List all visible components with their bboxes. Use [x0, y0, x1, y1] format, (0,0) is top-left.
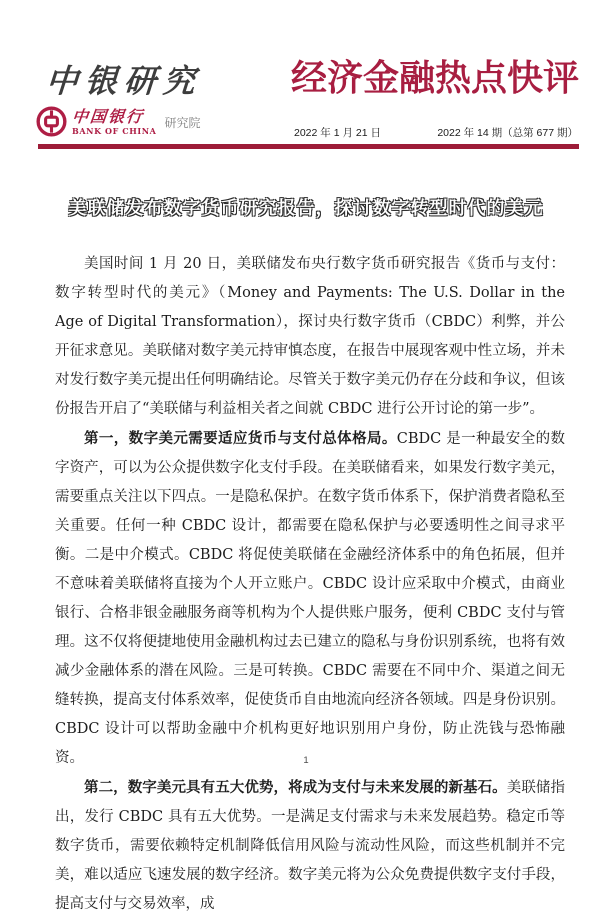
bank-of-china-emblem-icon — [36, 106, 67, 137]
paragraph-second-point-text: 美联储指出，发行 CBDC 具有五大优势。一是满足支付需求与未来发展趋势。稳定币等数字货币，需要依赖特定机制降低信用风险与流动性风险，而这些机制并不完美，难以适应飞速发展的数字经济。数字美元将为公众免费提供数字支付手段，提高支付与交易效率，成 — [55, 780, 565, 912]
header-divider — [38, 144, 579, 149]
bank-name-block — [71, 106, 157, 136]
paragraph-intro — [55, 250, 565, 424]
issue-number: 2022 年 14 期（总第 677 期） — [437, 127, 578, 139]
bank-of-china-logo — [36, 106, 200, 137]
paragraph-intro-text: 美国时间 1 月 20 日，美联储发布央行数字货币研究报告《货币与支付：数字转型时代的美元》（Money and Payments: The U.S. Dollar in the Age of Digital Transformation），探讨央行数字货币（CBDC）利弊，并公开征求意见。美联储对数字美元持审慎态度，在报告中展现客观中性立场，并未对发行数字美元提出任何明确结论。尽管关于数字美元仍存在分歧和争议，但该份报告开启了“美联储与利益相关者之间就 CBDC 进行公开讨论的第一步”。 — [55, 256, 565, 417]
bank-name-english: BANK OF CHINA — [72, 125, 157, 136]
publication-title: 经济金融热点快评 — [290, 57, 579, 98]
paragraph-first-point — [55, 424, 565, 773]
article-title: 美联储发布数字货币研究报告，探讨数字转型时代的美元 — [68, 198, 544, 219]
date-issue-row — [294, 125, 578, 140]
publication-date: 2022 年 1 月 21 日 — [294, 127, 381, 139]
paragraph-second-point-lead: 第二，数字美元具有五大优势，将成为支付与未来发展的新基石。 — [84, 779, 507, 796]
paragraph-first-point-lead: 第一，数字美元需要适应货币与支付总体格局。 — [84, 430, 397, 447]
paragraph-first-point-text: CBDC 是一种最安全的数字资产，可以为公众提供数字化支付手段。在美联储看来，如果发行数字美元，需要重点关注以下四点。一是隐私保护。在数字货币体系下，保护消费者隐私至关重要。任何一种 CBDC 设计，都需要在隐私保护与必要透明性之间寻求平衡。二是中介模式。CBDC 将促使美联储在金融经济体系中的角色拓展，但并不意味着美联储将直接为个人开立账户。CBDC 设计应采取中介模式，由商业银行、合格非银金融服务商等机构为个人提供账户服务，便利 CBDC 支付与管理。这不仅将便捷地使用金融机构过去已建立的隐私与身份识别系统，也将有效减少金融体系的潜在风险。三是可转换。CBDC 需要在不同中介、渠道之间无缝转换，提高支付体系效率，促使货币自由地流向经济各领域。四是身份识别。CBDC 设计可以帮助金融中介机构更好地识别用户身份，防止洗钱与恐怖融资。 — [55, 431, 565, 766]
page-number: 1 — [303, 755, 309, 766]
institute-label: 研究院 — [164, 116, 201, 130]
article-body — [55, 250, 565, 919]
masthead-calligraphy: 中银研究 — [44, 62, 204, 100]
bank-name-chinese: 中国银行 — [71, 106, 146, 126]
paragraph-second-point — [55, 773, 565, 919]
